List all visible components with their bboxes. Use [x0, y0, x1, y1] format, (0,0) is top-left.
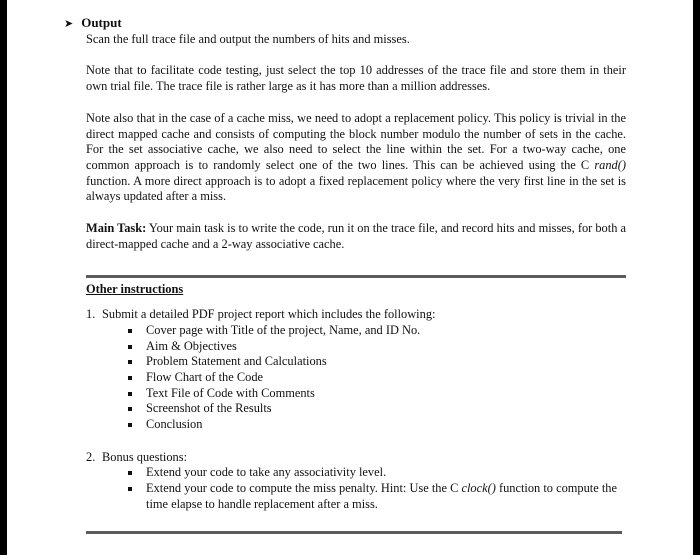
bonus-questions-list [86, 465, 626, 512]
report-contents-list [86, 323, 626, 433]
replacement-paragraph: Note also that in the case of a cache miss, we need to adopt a replacement policy. This policy is trivial in the direct mapped cache and consists of computing the block number modulo the number of sets in the cache. For the set associative cache, we also need to select the line within the set. For a two-way cache, one common approach is to randomly select one of the two lines. This can be achieved using the C rand() function. A more direct approach is to adopt a fixed replacement policy where the very first line in the set is always updated after a miss. [86, 110, 626, 204]
list-item: Flow Chart of the Code [126, 370, 626, 386]
right-dark-edge [693, 0, 700, 555]
list-item: Extend your code to take any associativity level. [126, 465, 626, 481]
output-heading: ➤ Output [64, 15, 122, 30]
list-item: Text File of Code with Comments [126, 386, 626, 402]
instruction-item-2: 2. Bonus questions: [86, 449, 188, 464]
list-item: Problem Statement and Calculations [126, 354, 626, 370]
list-item: Cover page with Title of the project, Name, and ID No. [126, 323, 626, 339]
instruction-item-1: 1. Submit a detailed PDF project report which includes the following: [86, 307, 436, 322]
clock-function: clock() [461, 481, 496, 496]
list-item: Conclusion [126, 417, 626, 433]
section-divider [86, 275, 626, 278]
other-instructions-heading: Other instructions [86, 282, 184, 297]
bottom-divider [86, 531, 622, 534]
list-item: Aim & Objectives [126, 339, 626, 355]
testing-paragraph: Note that to facilitate code testing, just select the top 10 addresses of the trace file and store them in their own trial file. The trace file is rather large as it has more than a million addresses. [86, 63, 626, 94]
list-item: Extend your code to compute the miss penalty. Hint: Use the C clock() function to compute the time elapse to handle replacement after a miss. [126, 481, 626, 512]
main-task-paragraph: Main Task: Your main task is to write the code, run it on the trace file, and record hits and misses, for both a direct-mapped cache and a 2-way associative cache. [86, 221, 626, 251]
document-page [64, 15, 626, 534]
left-dark-edge [0, 0, 7, 555]
arrow-bullet-icon: ➤ [64, 17, 74, 30]
main-task-label: Main Task: [86, 221, 147, 236]
list-item: Screenshot of the Results [126, 401, 626, 417]
rand-function: rand() [594, 157, 626, 172]
output-description: Scan the full trace file and output the numbers of hits and misses. [86, 31, 410, 46]
